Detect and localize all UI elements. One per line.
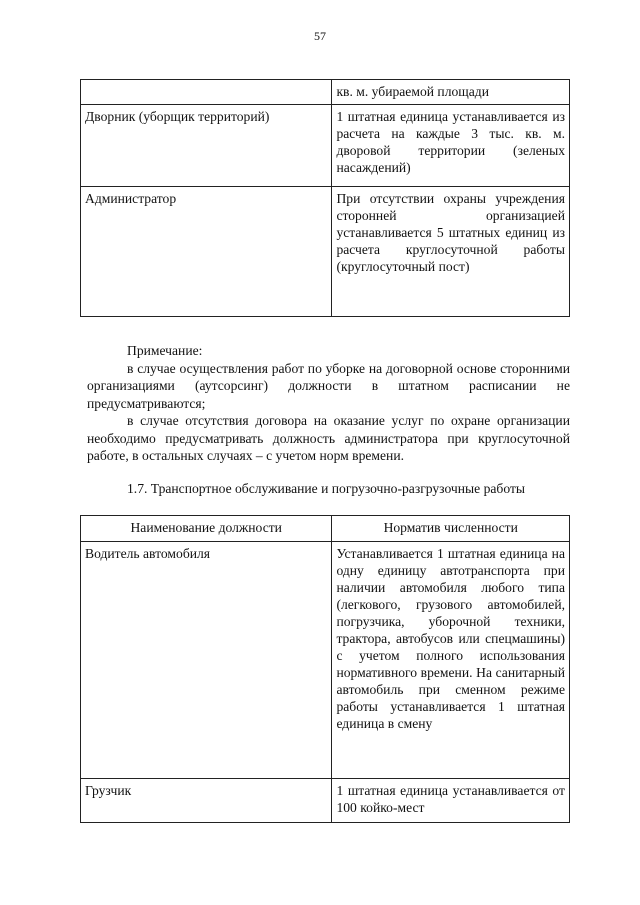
norm-cell: 1 штатная единица устанавливается из расчета на каждые 3 тыс. кв. м. дворовой территории (зеленых насаждений): [332, 105, 570, 187]
column-header-position: Наименование должности: [81, 516, 332, 542]
table-row: [81, 80, 570, 105]
position-cell: Администратор: [81, 187, 332, 317]
position-cell: Грузчик: [81, 779, 332, 823]
norm-cell: кв. м. убираемой площади: [332, 80, 570, 105]
page-number: 57: [314, 29, 326, 43]
position-cell: Дворник (уборщик территорий): [81, 105, 332, 187]
note-block: [87, 342, 570, 465]
note-heading: Примечание:: [127, 343, 203, 358]
position-cell: Водитель автомобиля: [81, 542, 332, 779]
table-row: [81, 542, 570, 779]
column-header-norm: Норматив численности: [332, 516, 570, 542]
transport-staffing-table: [80, 515, 570, 823]
section-heading: 1.7. Транспортное обслуживание и погрузочно-разгрузочные работы: [127, 481, 526, 496]
table-row: [81, 105, 570, 187]
table-row: [81, 187, 570, 317]
table-row: [81, 779, 570, 823]
note-paragraph: в случае отсутствия договора на оказание услуг по охране организации необходимо предусматривать должность администратора при круглосуточной работе, в остальных случаях – с учетом норм времени.: [87, 413, 570, 463]
norm-cell: При отсутствии охраны учреждения сторонней организацией устанавливается 5 штатных единиц из расчета круглосуточной работы (круглосуточный пост): [332, 187, 570, 317]
position-cell: [81, 80, 332, 105]
note-paragraph: в случае осуществления работ по уборке на договорной основе сторонними организациями (аутсорсинг) должности в штатном расписании не предусматриваются;: [87, 360, 570, 411]
staffing-table-continued: [80, 79, 570, 317]
norm-cell: 1 штатная единица устанавливается от 100 койко-мест: [332, 779, 570, 823]
table-header-row: [81, 516, 570, 542]
norm-cell: Устанавливается 1 штатная единица на одну единицу автотранспорта при наличии автомобиля любого типа (легкового, грузового автомобилей, погрузчика, уборочной техники, трактора, автобусов или спецмашины) с учетом полного использования нормативного времени. На санитарный автомобиль при сменном режиме работы устанавливается 1 штатная единица в смену: [332, 542, 570, 779]
